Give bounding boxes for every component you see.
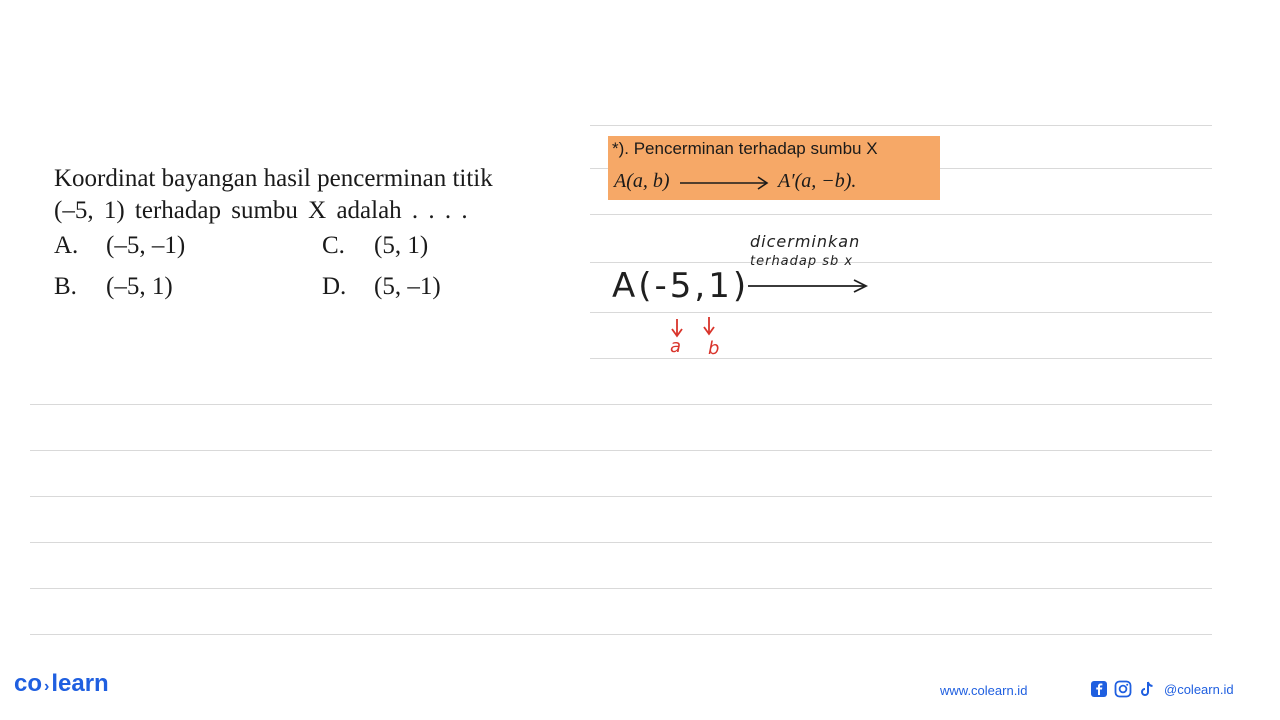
red-down-arrow-icon bbox=[671, 318, 683, 338]
question-line-2: (–5, 1) terhadap sumbu X adalah . . . . bbox=[54, 197, 468, 224]
option-letter: B. bbox=[54, 273, 77, 300]
ruled-line bbox=[590, 358, 1212, 359]
social-handle[interactable]: @colearn.id bbox=[1164, 681, 1234, 697]
colearn-logo bbox=[14, 670, 109, 698]
logo-text-left: co bbox=[14, 670, 43, 697]
option-value: (–5, –1) bbox=[106, 232, 186, 259]
question-text bbox=[54, 163, 554, 227]
option-value: (5, –1) bbox=[374, 273, 441, 300]
ruled-line bbox=[590, 262, 1212, 263]
instagram-icon[interactable] bbox=[1114, 680, 1132, 698]
ruled-line bbox=[30, 404, 1212, 405]
rule-lhs: A(a, b) bbox=[614, 170, 670, 192]
logo-dot-icon: › bbox=[44, 678, 50, 695]
option-a bbox=[54, 232, 185, 260]
social-links bbox=[1090, 680, 1234, 698]
option-d bbox=[322, 273, 441, 301]
option-letter: D. bbox=[322, 273, 347, 300]
rule-title: *). Pencerminan terhadap sumbu X bbox=[612, 139, 878, 158]
handwritten-mark-a: a bbox=[670, 336, 682, 357]
handwritten-mark-b: b bbox=[708, 338, 720, 359]
question-line-1: Koordinat bayangan hasil pencerminan titik bbox=[54, 165, 493, 192]
option-value: (–5, 1) bbox=[106, 273, 173, 300]
option-letter: C. bbox=[322, 232, 345, 259]
handwritten-point: A(-5,1) bbox=[612, 266, 750, 306]
facebook-icon[interactable] bbox=[1090, 680, 1108, 698]
ruled-line bbox=[30, 450, 1212, 451]
option-c bbox=[322, 232, 428, 260]
option-value: (5, 1) bbox=[374, 232, 429, 259]
tiktok-icon[interactable] bbox=[1138, 680, 1156, 698]
option-b bbox=[54, 273, 173, 301]
ruled-line bbox=[30, 496, 1212, 497]
handwritten-arrow-icon bbox=[746, 278, 870, 294]
ruled-line bbox=[30, 542, 1212, 543]
reflection-rule-box bbox=[608, 136, 940, 200]
ruled-line bbox=[590, 312, 1212, 313]
ruled-line bbox=[30, 588, 1212, 589]
rule-rhs: A′(a, −b). bbox=[778, 170, 857, 192]
website-link[interactable]: www.colearn.id bbox=[940, 683, 1028, 698]
handwritten-label-line-2: terhadap sb x bbox=[750, 254, 854, 269]
rule-arrow-icon bbox=[680, 176, 770, 190]
handwritten-label-line-1: dicerminkan bbox=[750, 232, 861, 251]
option-letter: A. bbox=[54, 232, 79, 259]
logo-text-right: learn bbox=[51, 670, 109, 697]
ruled-line bbox=[590, 214, 1212, 215]
ruled-line bbox=[590, 125, 1212, 126]
red-down-arrow-icon bbox=[703, 316, 715, 336]
ruled-line bbox=[30, 634, 1212, 635]
